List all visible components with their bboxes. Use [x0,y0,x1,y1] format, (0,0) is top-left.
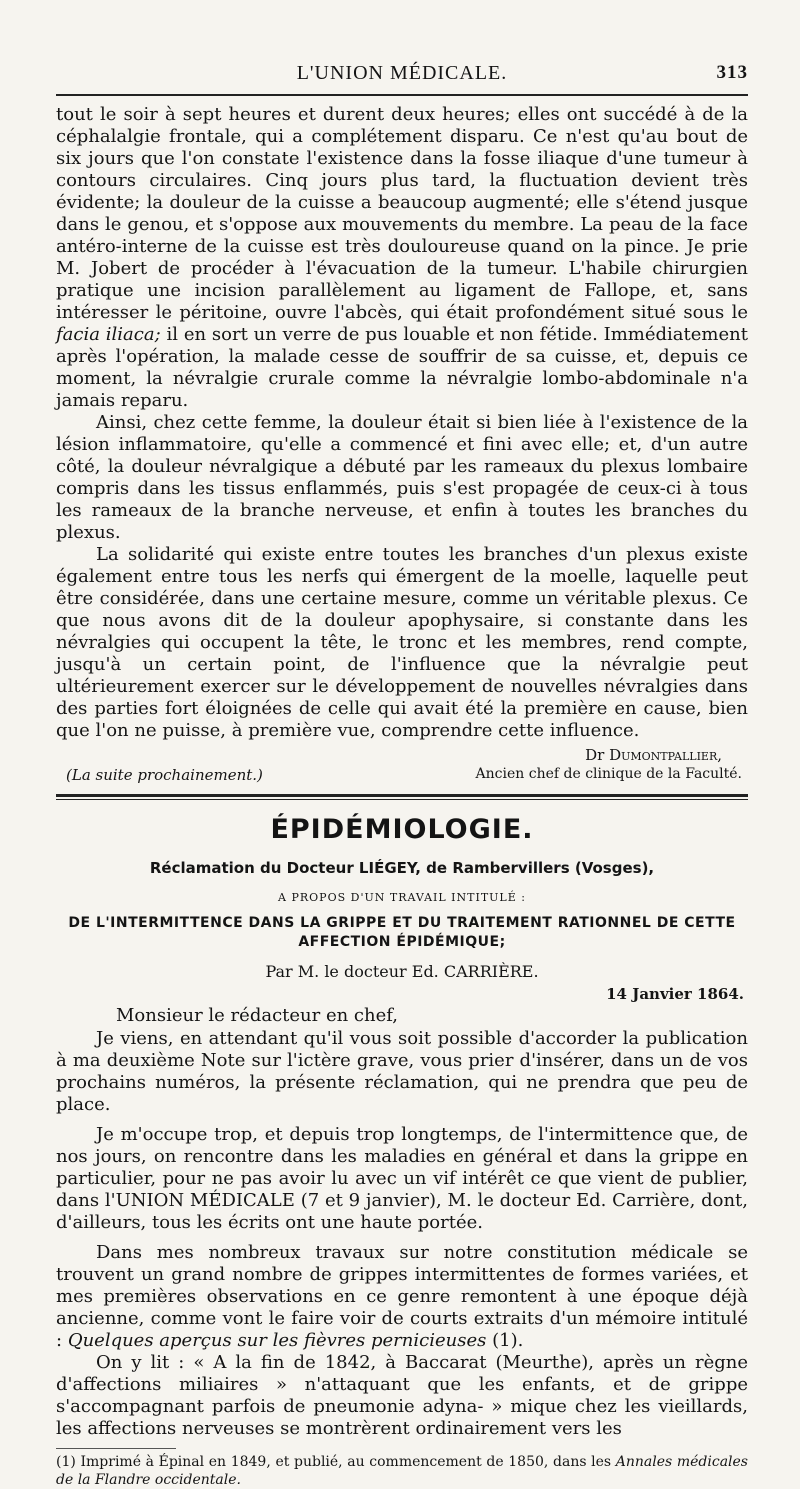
letter-paragraph-2: Je m'occupe trop, et depuis trop longtemps, de l'intermittence que, de nos jours, on rencontre dans les maladies en général et dans la grippe en particulier, pour ne pas avoir lu avec un vif intérêt ce que vient de publier, dans l'UNION MÉDICALE (7 et 9 janvier), M. le docteur Ed. Carrière, dont, d'ailleurs, tous les écrits ont une haute portée. [56,1124,748,1233]
letter-paragraph-1: Je viens, en attendant qu'il vous soit possible d'accorder la publication à ma deuxième Note sur l'ictère grave, vous prier d'insérer, dans un de vos prochains numéros, la présente réclamation, qui ne prendra que peu de place. [56,1028,748,1115]
body-paragraph-3: La solidarité qui existe entre toutes les branches d'un plexus existe également entre tous les nerfs qui émergent de la moelle, laquelle peut être considérée, dans une certaine mesure, comme un véritable plexus. Ce que nous avons dit de la douleur apophysaire, si constante dans les névralgies qui occupent la tête, le tronc et les membres, rend compte, jusqu'à un certain point, de l'influence que la névralgie peut ultérieurement exercer sur le développement de nouvelles névralgies dans des parties fort éloignées de celle qui avait été la première en cause, bien que l'on ne puisse, à première vue, comprendre cette influence. [56,544,748,741]
running-title: L'UNION MÉDICALE. [296,62,508,84]
letter-date: 14 Janvier 1864. [606,985,744,1003]
salutation: Monsieur le rédacteur en chef, [116,1005,398,1026]
page-number: 313 [716,62,748,83]
header-rule [56,94,748,96]
apropos-line: A PROPOS D'UN TRAVAIL INTITULÉ : [278,891,526,904]
letter-paragraph-3: Dans mes nombreux travaux sur notre constitution médicale se trouvent un grand nombre de grippes intermittentes de formes variées, et mes premières observations en ce genre remontent à une époque déjà ancienne, comme vont le faire voir de courts extraits d'un mémoire intitulé : Quelques aperçus sur les fièvres pernicieuses (1). [56,1242,748,1351]
byline: Par M. le docteur Ed. CARRIÈRE. [265,962,539,981]
footnote-rule [56,1448,176,1449]
author-role: Ancien chef de clinique de la Faculté. [475,766,742,782]
running-header [56,54,748,88]
letter-paragraph-4: On y lit : « A la fin de 1842, à Baccarat (Meurthe), après un règne d'affections miliaires » n'attaquant que les enfants, et de grippe s'accompagnant parfois de pneumonie adyna- » mique chez les vieillards, les affections nerveuses se montrèrent ordinairement vers les [56,1352,748,1439]
signature-block [56,746,748,784]
article-title: DE L'INTERMITTENCE DANS LA GRIPPE ET DU TRAITEMENT RATIONNEL DE CETTE AFFECTION ÉPIDÉMIQUE; [68,915,736,950]
section-subhead: Réclamation du Docteur LIÉGEY, de Rambervillers (Vosges), [149,859,655,877]
section-title: ÉPIDÉMIOLOGIE. [270,814,534,845]
body-paragraph-2: Ainsi, chez cette femme, la douleur était si bien liée à l'existence de la lésion inflammatoire, qu'elle a commencé et fini avec elle; et, d'un autre côté, la douleur névralgique a débuté par les rameaux du plexus lombaire compris dans les tissus enflammés, puis s'est propagée de ceux-ci à tous les rameaux de la branche nerveuse, et enfin à toutes les branches du plexus. [56,412,748,543]
body-paragraph-1: tout le soir à sept heures et durent deux heures; elles ont succédé à de la céphalalgie frontale, qui a complétement disparu. Ce n'est qu'au bout de six jours que l'on constate l'existence dans la fosse iliaque d'une tumeur à contours circulaires. Cinq jours plus tard, la fluctuation devient très évidente; la douleur de la cuisse a beaucoup augmenté; elle s'étend jusque dans le genou, et s'oppose aux mouvements du membre. La peau de la face antéro-interne de la cuisse est très douloureuse quand on la pince. Je prie M. Jobert de procéder à l'évacuation de la tumeur. L'habile chirurgien pratique une incision parallèlement au ligament de Fallope, et, sans intéresser le péritoine, ouvre l'abcès, qui était profondément situé sous le facia iliaca; il en sort un verre de pus louable et non fétide. Immédiatement après l'opération, la malade cesse de souffrir de sa cuisse, et, depuis ce moment, la névralgie crurale comme la névralgie lombo-abdominale n'a jamais reparu. [56,104,748,411]
footnote: (1) Imprimé à Épinal en 1849, et publié, au commencement de 1850, dans les Annales médicales de la Flandre occidentale. [56,1454,748,1488]
author-signature: Dr Dumontpallier, [585,746,722,764]
section-divider [56,794,748,800]
continuation-note: (La suite prochainement.) [66,766,263,784]
